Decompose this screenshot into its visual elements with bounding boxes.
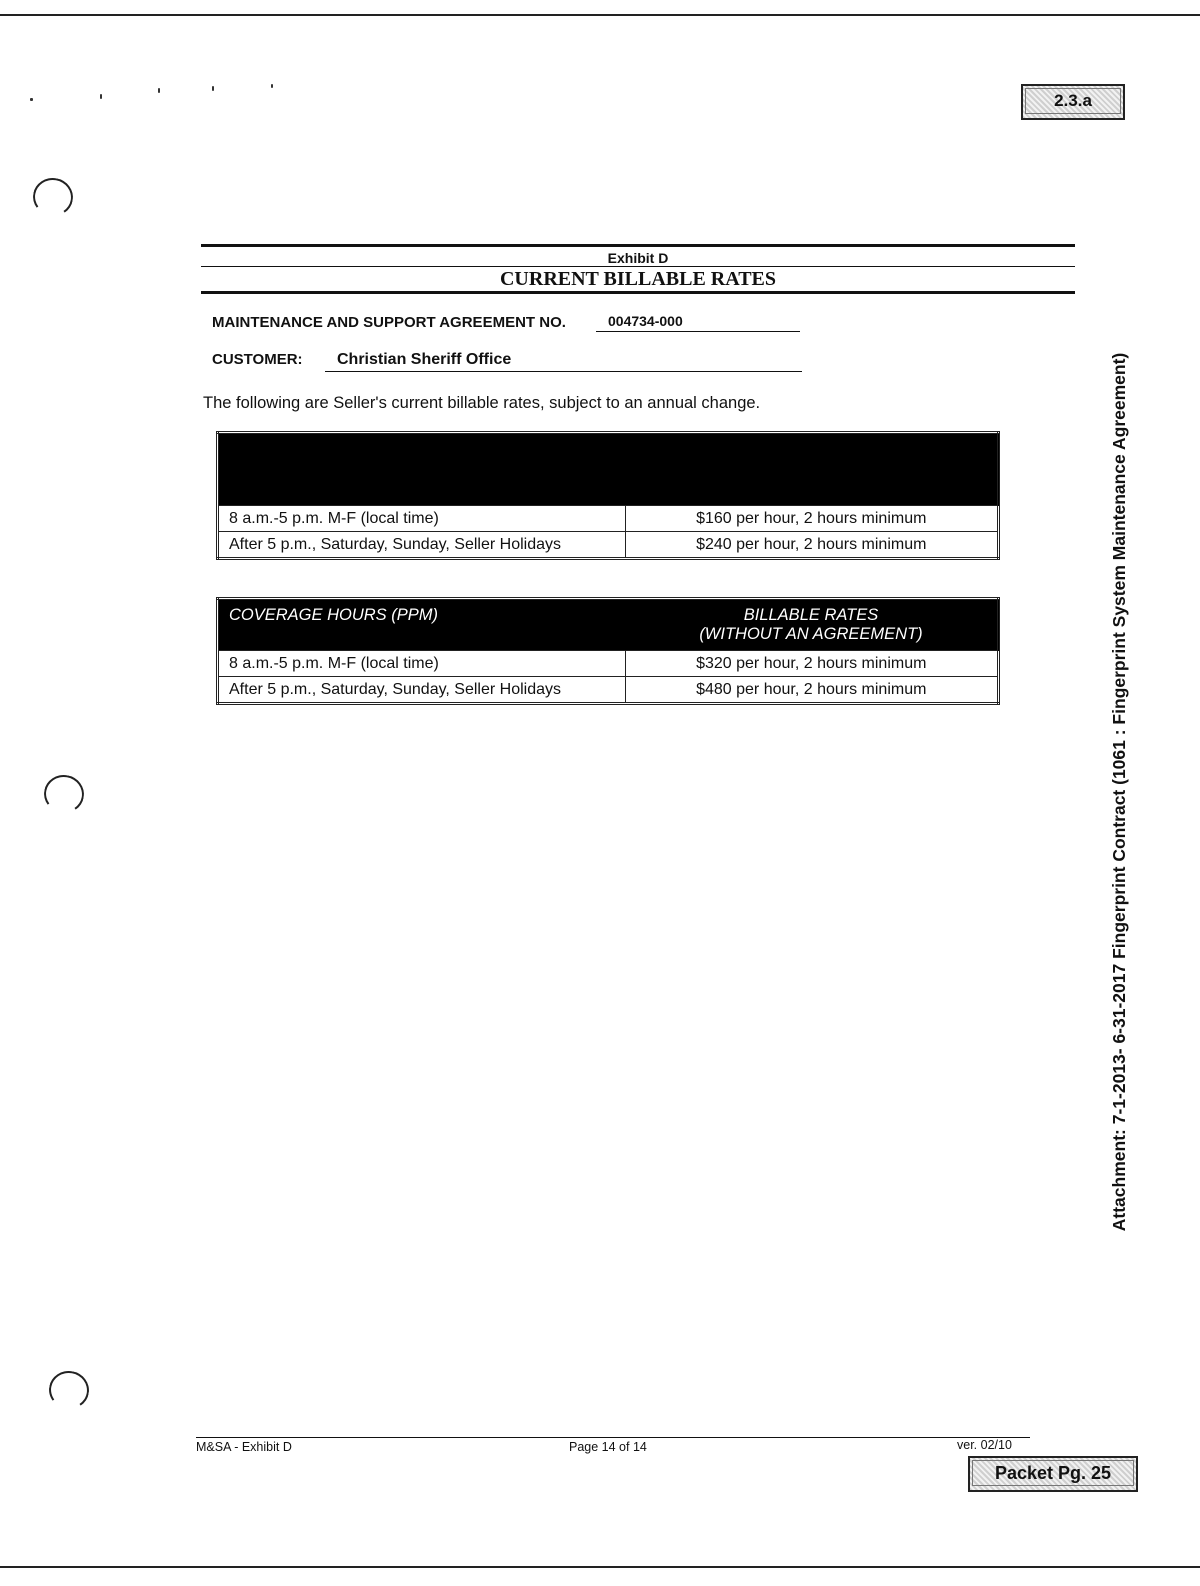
customer-label: CUSTOMER: [212, 351, 303, 368]
exhibit-label: Exhibit D [607, 250, 669, 266]
billable-rates-header-line1: BILLABLE RATES [743, 606, 879, 624]
coverage-hours-cell: After 5 p.m., Saturday, Sunday, Seller Holidays [218, 677, 626, 704]
table-row [218, 651, 999, 677]
scan-speck [158, 88, 160, 93]
customer-name: Christian Sheriff Office [325, 351, 802, 372]
footer-rule [196, 1437, 1030, 1438]
table-row [218, 506, 999, 532]
header-rule-top [201, 244, 1075, 247]
item-number-stamp [1021, 84, 1125, 120]
footer-page-number: Page 14 of 14 [569, 1440, 647, 1454]
rates-table-without-agreement [216, 597, 1000, 705]
table-row [218, 532, 999, 559]
scan-edge-top [0, 14, 1200, 16]
billable-rate-cell: $480 per hour, 2 hours minimum [625, 677, 999, 704]
footer-left: M&SA - Exhibit D [196, 1440, 292, 1454]
packet-page: Packet Pg. 25 [972, 1460, 1134, 1486]
intro-text: The following are Seller's current billable rates, subject to an annual change. [203, 394, 761, 412]
punch-hole [41, 772, 87, 816]
billable-rate-cell: $160 per hour, 2 hours minimum [625, 506, 999, 532]
agreement-number-value: 004734-000 [596, 313, 800, 332]
packet-page-stamp [968, 1456, 1138, 1492]
table-header-cell [625, 433, 999, 506]
header-rule-bottom [201, 291, 1075, 294]
coverage-hours-header: COVERAGE HOURS (PPM) [218, 599, 626, 651]
punch-hole [46, 1368, 92, 1412]
header-rule-middle [201, 266, 1075, 267]
coverage-hours-cell: 8 a.m.-5 p.m. M-F (local time) [218, 506, 626, 532]
attachment-side-label: Attachment: 7-1-2013- 6-31-2017 Fingerprint Contract (1061 : Fingerprint System Maintenance Agreement) [1109, 352, 1129, 1232]
table-header-cell [218, 433, 626, 506]
coverage-hours-cell: After 5 p.m., Saturday, Sunday, Seller Holidays [218, 532, 626, 559]
rates-table-with-agreement [216, 431, 1000, 560]
billable-rate-cell: $240 per hour, 2 hours minimum [625, 532, 999, 559]
billable-rates-header [625, 599, 999, 651]
coverage-hours-cell: 8 a.m.-5 p.m. M-F (local time) [218, 651, 626, 677]
billable-rates-header-line2: (WITHOUT AN AGREEMENT) [699, 625, 923, 643]
scan-speck [30, 98, 33, 101]
item-number: 2.3.a [1025, 88, 1121, 114]
billable-rate-cell: $320 per hour, 2 hours minimum [625, 651, 999, 677]
scan-speck [271, 84, 273, 88]
footer-version: ver. 02/10 [957, 1438, 1012, 1452]
scan-edge-bottom [0, 1566, 1200, 1568]
page-title: CURRENT BILLABLE RATES [499, 268, 776, 290]
table-header-row [218, 433, 999, 506]
agreement-number-label: MAINTENANCE AND SUPPORT AGREEMENT NO. [212, 314, 566, 331]
punch-hole [30, 175, 76, 219]
scan-speck [212, 86, 214, 91]
table-row [218, 677, 999, 704]
table-header-row [218, 599, 999, 651]
scan-speck [100, 94, 102, 99]
